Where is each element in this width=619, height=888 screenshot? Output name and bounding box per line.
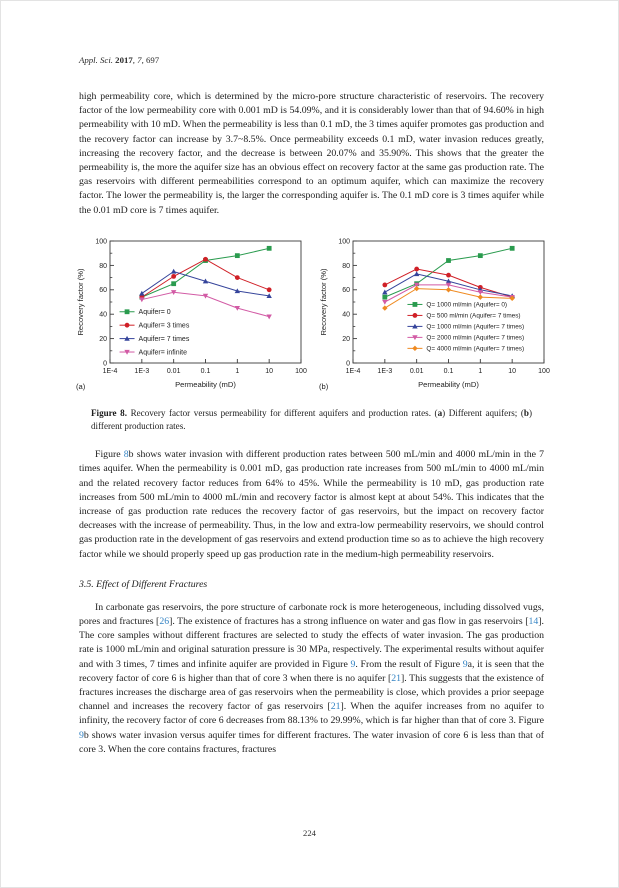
page-number: 224 bbox=[303, 828, 316, 838]
text-segment: Recovery factor versus permeability for different aquifers and production rates. ( bbox=[127, 407, 438, 418]
text-segment: b bbox=[523, 407, 529, 418]
section-heading: 3.5. Effect of Different Fractures bbox=[79, 578, 208, 590]
svg-text:Aquifer= infinite: Aquifer= infinite bbox=[138, 349, 187, 357]
svg-text:10: 10 bbox=[507, 367, 516, 375]
svg-text:80: 80 bbox=[341, 262, 350, 270]
svg-text:20: 20 bbox=[341, 335, 350, 343]
paragraph-2 bbox=[79, 448, 544, 562]
svg-text:1: 1 bbox=[477, 367, 482, 375]
text-segment: In carbonate gas reservoirs, the pore structure of carbonate rock is more heterogeneous, including dissolved vugs, pores and fractures [ bbox=[79, 601, 544, 628]
citation-link[interactable]: 8 bbox=[123, 449, 129, 461]
text-segment: Figure bbox=[95, 449, 124, 461]
svg-text:1E-4: 1E-4 bbox=[345, 367, 360, 375]
text-segment: Figure 8. bbox=[91, 407, 127, 418]
citation-link[interactable]: 9 bbox=[79, 729, 84, 741]
text-segment: 2017 bbox=[115, 55, 133, 65]
text-segment: ]. When the aquifer increases from no aquifer to infinity, the recovery factor of core 6 decreases from 88.13% to 29.99%, which is far higher than that of core 3. Figure bbox=[79, 701, 544, 727]
figure-8 bbox=[73, 231, 550, 397]
svg-text:100: 100 bbox=[294, 367, 307, 375]
text-segment: ]. The existence of fractures has a strong influence on water and gas flow in gas reservoirs [ bbox=[169, 616, 529, 628]
recovery-factor-chart-a bbox=[74, 231, 307, 397]
text-segment: a, it is seen that the recovery factor of core 6 is higher than that of core 3 when there is no aquifer [ bbox=[79, 658, 544, 684]
svg-text:20: 20 bbox=[98, 335, 107, 343]
svg-text:40: 40 bbox=[341, 311, 350, 319]
svg-text:Q= 2000 ml/min (Aquifer= 7 tim: Q= 2000 ml/min (Aquifer= 7 times) bbox=[425, 334, 524, 342]
svg-text:10: 10 bbox=[264, 367, 273, 375]
svg-text:1: 1 bbox=[234, 367, 239, 375]
text-segment: a bbox=[437, 407, 443, 418]
text-segment: , 697 bbox=[141, 55, 160, 65]
panel-label: (a) bbox=[75, 381, 85, 391]
citation-link[interactable]: 9 bbox=[350, 658, 356, 670]
svg-text:40: 40 bbox=[98, 311, 107, 319]
svg-text:Q= 4000 ml/min (Aquifer= 7 tim: Q= 4000 ml/min (Aquifer= 7 times) bbox=[425, 345, 524, 353]
svg-text:0: 0 bbox=[345, 360, 350, 368]
text-segment: ) Different aquifers; ( bbox=[442, 407, 524, 418]
svg-text:0.01: 0.01 bbox=[166, 367, 180, 375]
svg-text:100: 100 bbox=[94, 238, 107, 246]
svg-text:Aquifer= 3 times: Aquifer= 3 times bbox=[138, 322, 189, 330]
text-segment: , bbox=[132, 55, 138, 65]
legend bbox=[407, 302, 524, 353]
svg-text:60: 60 bbox=[341, 287, 350, 295]
journal-header bbox=[79, 55, 544, 65]
text-segment: b shows water invasion versus aquifer times for different fractures. The water invasion of core 6 is less than that of core 3. When the core contains fractures, fractures bbox=[79, 729, 544, 755]
text-segment: ]. This suggests that the existence of fractures increases the discharge area of gas reservoirs when the permeability is close, which provides a prior seepage channel and increases the recovery factor of gas reservoirs [ bbox=[79, 672, 544, 713]
citation-link[interactable]: 14 bbox=[528, 616, 539, 628]
svg-text:1E-4: 1E-4 bbox=[102, 367, 117, 375]
svg-text:0.1: 0.1 bbox=[443, 367, 453, 375]
svg-text:Aquifer= 7 times: Aquifer= 7 times bbox=[138, 335, 189, 343]
svg-text:60: 60 bbox=[98, 287, 107, 295]
svg-text:100: 100 bbox=[537, 367, 550, 375]
recovery-factor-chart-b bbox=[317, 231, 550, 397]
series-aquifer-0 bbox=[139, 246, 271, 300]
citation-link[interactable]: 26 bbox=[159, 616, 170, 628]
text-segment: Appl. Sci. bbox=[79, 55, 116, 65]
x-axis-label: Permeability (mD) bbox=[174, 379, 236, 389]
svg-text:0.1: 0.1 bbox=[200, 367, 210, 375]
svg-text:0.01: 0.01 bbox=[409, 367, 423, 375]
y-axis-label: Recovery factor (%) bbox=[75, 268, 85, 336]
text-segment: ) different production rates. bbox=[91, 407, 532, 432]
svg-text:Aquifer= 0: Aquifer= 0 bbox=[138, 308, 171, 316]
panel-label: (b) bbox=[318, 381, 328, 391]
citation-link[interactable]: 21 bbox=[330, 701, 341, 713]
citation-link[interactable]: 9 bbox=[462, 658, 468, 670]
svg-text:Q= 1000 ml/min (Aquifer= 0): Q= 1000 ml/min (Aquifer= 0) bbox=[425, 301, 507, 309]
svg-text:Q= 500 ml/min (Aquifer= 7 time: Q= 500 ml/min (Aquifer= 7 times) bbox=[425, 312, 521, 320]
svg-text:100: 100 bbox=[337, 238, 350, 246]
text-segment: b shows water invasion with different production rates between 500 mL/min and 4000 mL/min in the 7 times aquifer. When the permeability is 0.001 mD, gas production rate increases from 500 mL/min to 4000 mL/min and the related recovery factor reduces from 64% to 45%. While the permeability is 10 mD, gas production rate increases from 500 mL/min to 4000 mL/min and recovery factor is almost kept at about 54%. This indicates that the increase of gas production rate reduces the recovery factor of gas reservoirs, but the impact on recovery factor decreases with the increase of permeability. Thus, in the low and extra-low permeability reservoirs, we should control gas production rate in the development of gas reservoirs and extend production time so as to achieve the high recovery factor while we should properly speed up gas production rate in the medium-high permeability reservoirs. bbox=[79, 449, 544, 560]
svg-text:0: 0 bbox=[102, 360, 107, 368]
text-segment: . From the result of Figure bbox=[355, 658, 463, 670]
y-axis-label: Recovery factor (%) bbox=[318, 268, 328, 336]
svg-text:1E-3: 1E-3 bbox=[133, 367, 149, 375]
svg-text:Q= 1000 ml/min (Aquifer= 7 tim: Q= 1000 ml/min (Aquifer= 7 times) bbox=[425, 323, 524, 331]
paragraph-1 bbox=[79, 90, 544, 218]
paragraph-3 bbox=[79, 601, 544, 757]
svg-text:80: 80 bbox=[98, 262, 107, 270]
text-segment: ]. The core samples without different fractures are selected to study the effects of water invasion. The gas production rate is 1000 mL/min and original saturation pressure is 30 MPa, respectively. The experimental results without aquifer and with 3 times, 7 times and infinite aquifer are provided in Figure bbox=[79, 616, 544, 670]
legend bbox=[119, 309, 189, 356]
x-axis-label: Permeability (mD) bbox=[417, 379, 479, 389]
text-segment: high permeability core, which is determined by the micro-pore structure characteristic of reservoirs. The recovery factor of the low permeability core with 0.001 mD is 54.09%, and it is considerably lower than that of 94.60% in high permeability with 10 mD. When the permeability is less than 0.1 mD, the 3 times aquifer promotes gas production and the recovery factor can increase by 3.7~8.5%. Once permeability exceeds 0.1 mD, water invasion reduces greatly, increasing the recovery factor, and the decrease is between 20.07% and 35.90%. This shows that the greater the permeability is, the more the aquifer size has an obvious effect on recovery factor at the same gas production rate. The gas reservoirs with different permeabilities correspond to an optimum aquifer, which can maximize the recovery factor. The lower the permeability is, the larger the corresponding aquifer is. The 0.1 mD core is 3 times aquifer while the 0.01 mD core is 7 times aquifer. bbox=[79, 91, 544, 216]
figure-8-caption bbox=[91, 407, 532, 433]
svg-text:1E-3: 1E-3 bbox=[376, 367, 392, 375]
text-segment: 7 bbox=[137, 55, 142, 65]
citation-link[interactable]: 21 bbox=[391, 672, 402, 684]
